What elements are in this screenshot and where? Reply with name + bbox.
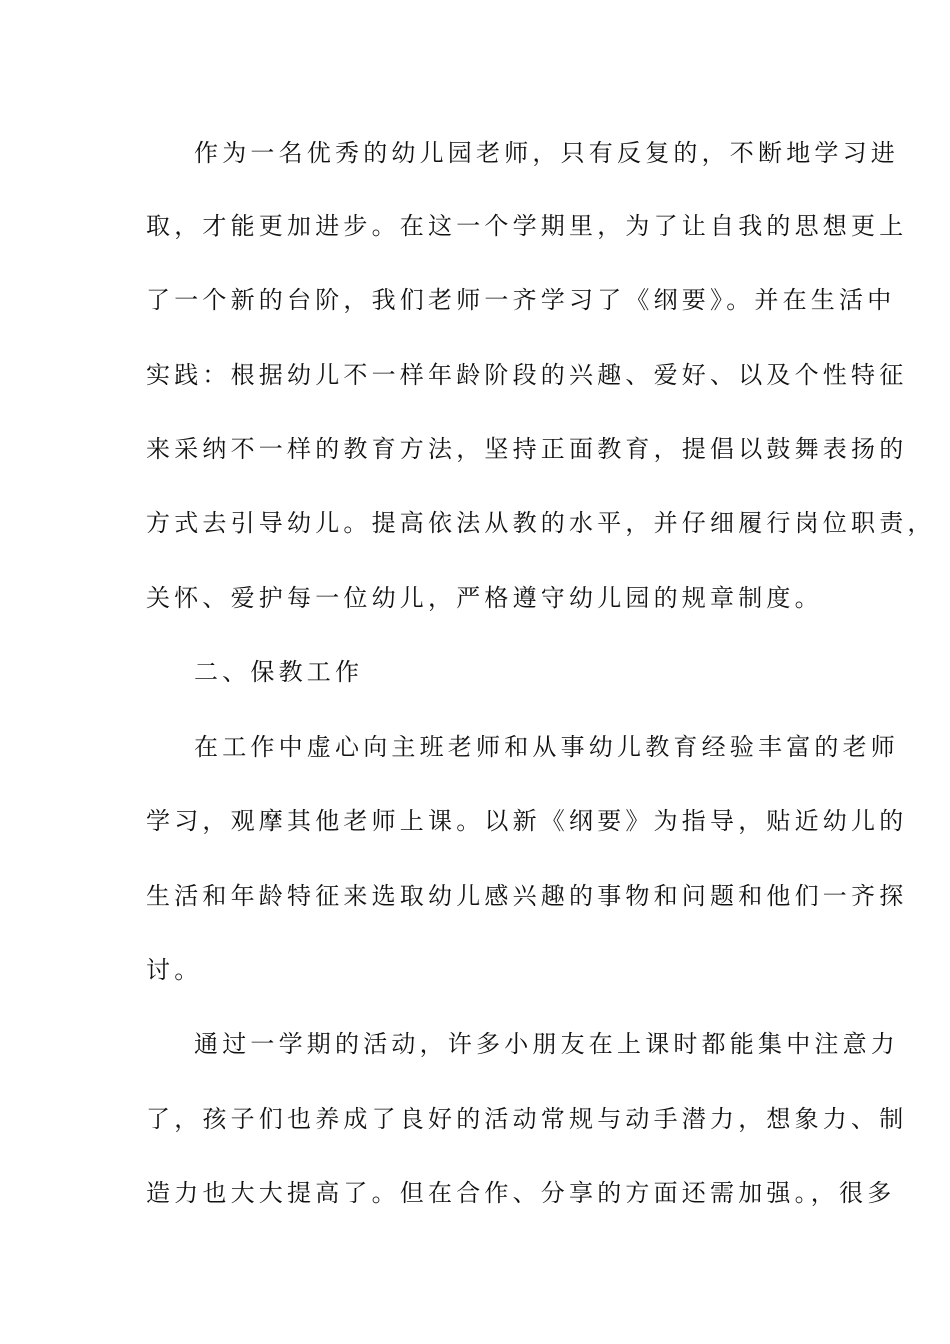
paragraph-line: 通过一学期的活动，许多小朋友在上课时都能集中注意力: [194, 1030, 899, 1058]
paragraph-line: 生活和年龄特征来选取幼儿感兴趣的事物和问题和他们一齐探: [146, 882, 908, 910]
paragraph-line: 实践：根据幼儿不一样年龄阶段的兴趣、爱好、以及个性特征: [146, 361, 908, 389]
paragraph-line: 来采纳不一样的教育方法，坚持正面教育，提倡以鼓舞表扬的: [146, 435, 908, 463]
paragraph-line: 取，才能更加进步。在这一个学期里，为了让自我的思想更上: [146, 212, 908, 240]
paragraph-line: 关怀、爱护每一位幼儿，严格遵守幼儿园的规章制度。: [146, 584, 823, 612]
paragraph-line: 作为一名优秀的幼儿园老师，只有反复的，不断地学习进: [194, 139, 899, 167]
paragraph-line: 造力也大大提高了。但在合作、分享的方面还需加强。，很多: [146, 1179, 896, 1207]
paragraph-line: 在工作中虚心向主班老师和从事幼儿教育经验丰富的老师: [194, 733, 899, 761]
paragraph-line: 了，孩子们也养成了良好的活动常规与动手潜力，想象力、制: [146, 1105, 908, 1133]
paragraph-line: 了一个新的台阶，我们老师一齐学习了《纲要》。并在生活中: [146, 286, 896, 314]
paragraph-line: 讨。: [146, 956, 203, 984]
paragraph-line: 学习，观摩其他老师上课。以新《纲要》为指导，贴近幼儿的: [146, 807, 908, 835]
section-heading: 二、保教工作: [194, 658, 364, 686]
paragraph-line: 方式去引导幼儿。提高依法从教的水平，并仔细履行岗位职责，: [146, 509, 936, 537]
